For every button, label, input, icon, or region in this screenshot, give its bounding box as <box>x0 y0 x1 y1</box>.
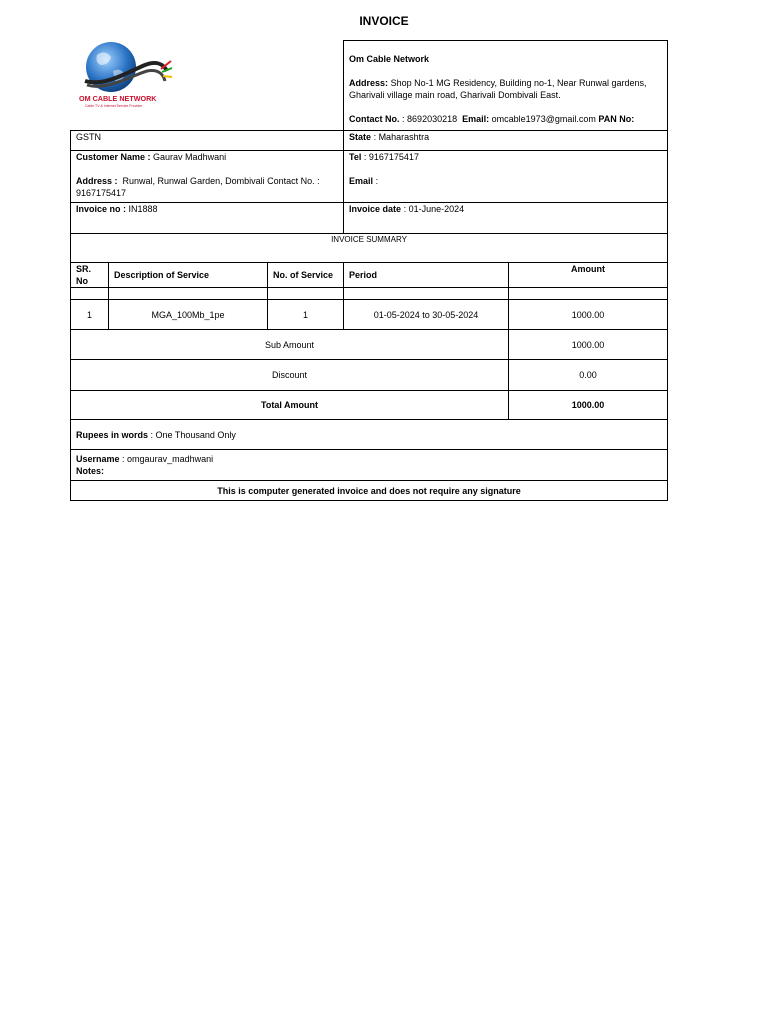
tel-label: Tel <box>349 152 362 162</box>
logo-cell <box>71 41 344 131</box>
words-value: : One Thousand Only <box>150 429 236 440</box>
address-label: Address: <box>349 78 389 88</box>
gstn-label: GSTN <box>76 132 102 142</box>
state-value: : Maharashtra <box>373 132 430 142</box>
col-header-count: No. of Service <box>268 263 344 288</box>
username-cell <box>71 450 668 481</box>
company-info <box>344 41 668 131</box>
col-header-amount: Amount <box>509 263 668 288</box>
company-name: Om Cable Network <box>349 54 430 64</box>
customer-email-label: Email <box>349 176 374 186</box>
total-value: 1000.00 <box>509 391 668 420</box>
item-count: 1 <box>268 300 344 330</box>
col-header-description: Description of Service <box>109 263 268 288</box>
invoice-table <box>70 40 668 501</box>
email-label: Email: <box>462 114 490 124</box>
customer-contact-cell <box>344 151 668 203</box>
words-label: Rupees in words <box>76 429 149 440</box>
customer-email: : <box>375 176 379 186</box>
discount-value: 0.00 <box>509 360 668 391</box>
words-cell <box>71 420 668 450</box>
pan-label: PAN No: <box>598 114 635 124</box>
invoice-title: INVOICE <box>359 14 409 28</box>
item-period: 01-05-2024 to 30-05-2024 <box>344 300 509 330</box>
col-header-sr: SR. No <box>71 263 109 288</box>
summary-heading: INVOICE SUMMARY <box>71 234 668 263</box>
state-label: State <box>349 132 372 142</box>
contact-label: Contact No. <box>349 114 400 124</box>
invoice-no: IN1888 <box>128 204 158 214</box>
invoice-no-label: Invoice no : <box>76 204 127 214</box>
invoice-no-cell <box>71 203 344 234</box>
footer-note: This is computer generated invoice and does not require any signature <box>71 481 668 501</box>
company-email: omcable1973@gmail.com <box>491 114 596 124</box>
logo-tagline: Cable TV & Internet Service Provider <box>84 103 142 108</box>
invoice-date: : 01-June-2024 <box>403 204 465 214</box>
customer-cell <box>71 151 344 203</box>
username-label: Username <box>76 454 120 464</box>
gstn-cell <box>71 131 344 151</box>
customer-tel: : 9167175417 <box>363 152 419 162</box>
total-label: Total Amount <box>71 391 509 420</box>
company-address: Shop No-1 MG Residency, Building no-1, Near Runwal gardens, Gharivali village main road, Gharivali Dombivali East. <box>349 78 647 100</box>
customer-address-label: Address : <box>76 176 118 186</box>
col-header-period: Period <box>344 263 509 288</box>
logo-text: OM CABLE NETWORK <box>78 93 156 103</box>
customer-address: Runwal, Runwal Garden, Dombivali Contact No. : 9167175417 <box>76 176 320 198</box>
invoice-date-cell <box>344 203 668 234</box>
invoice-date-label: Invoice date <box>349 204 402 214</box>
table-row <box>71 300 668 330</box>
notes-label: Notes: <box>76 466 105 476</box>
customer-name-label: Customer Name : <box>76 152 151 162</box>
company-contact: : 8692030218 <box>402 114 458 124</box>
discount-label: Discount <box>71 360 509 391</box>
username-value: : omgaurav_madhwani <box>122 454 214 464</box>
customer-name: Gaurav Madhwani <box>153 152 227 162</box>
state-cell <box>344 131 668 151</box>
sub-amount-label: Sub Amount <box>71 330 509 360</box>
item-sr: 1 <box>71 300 109 330</box>
item-amount: 1000.00 <box>509 300 668 330</box>
item-description: MGA_100Mb_1pe <box>109 300 268 330</box>
sub-amount-value: 1000.00 <box>509 330 668 360</box>
company-logo <box>75 41 175 111</box>
